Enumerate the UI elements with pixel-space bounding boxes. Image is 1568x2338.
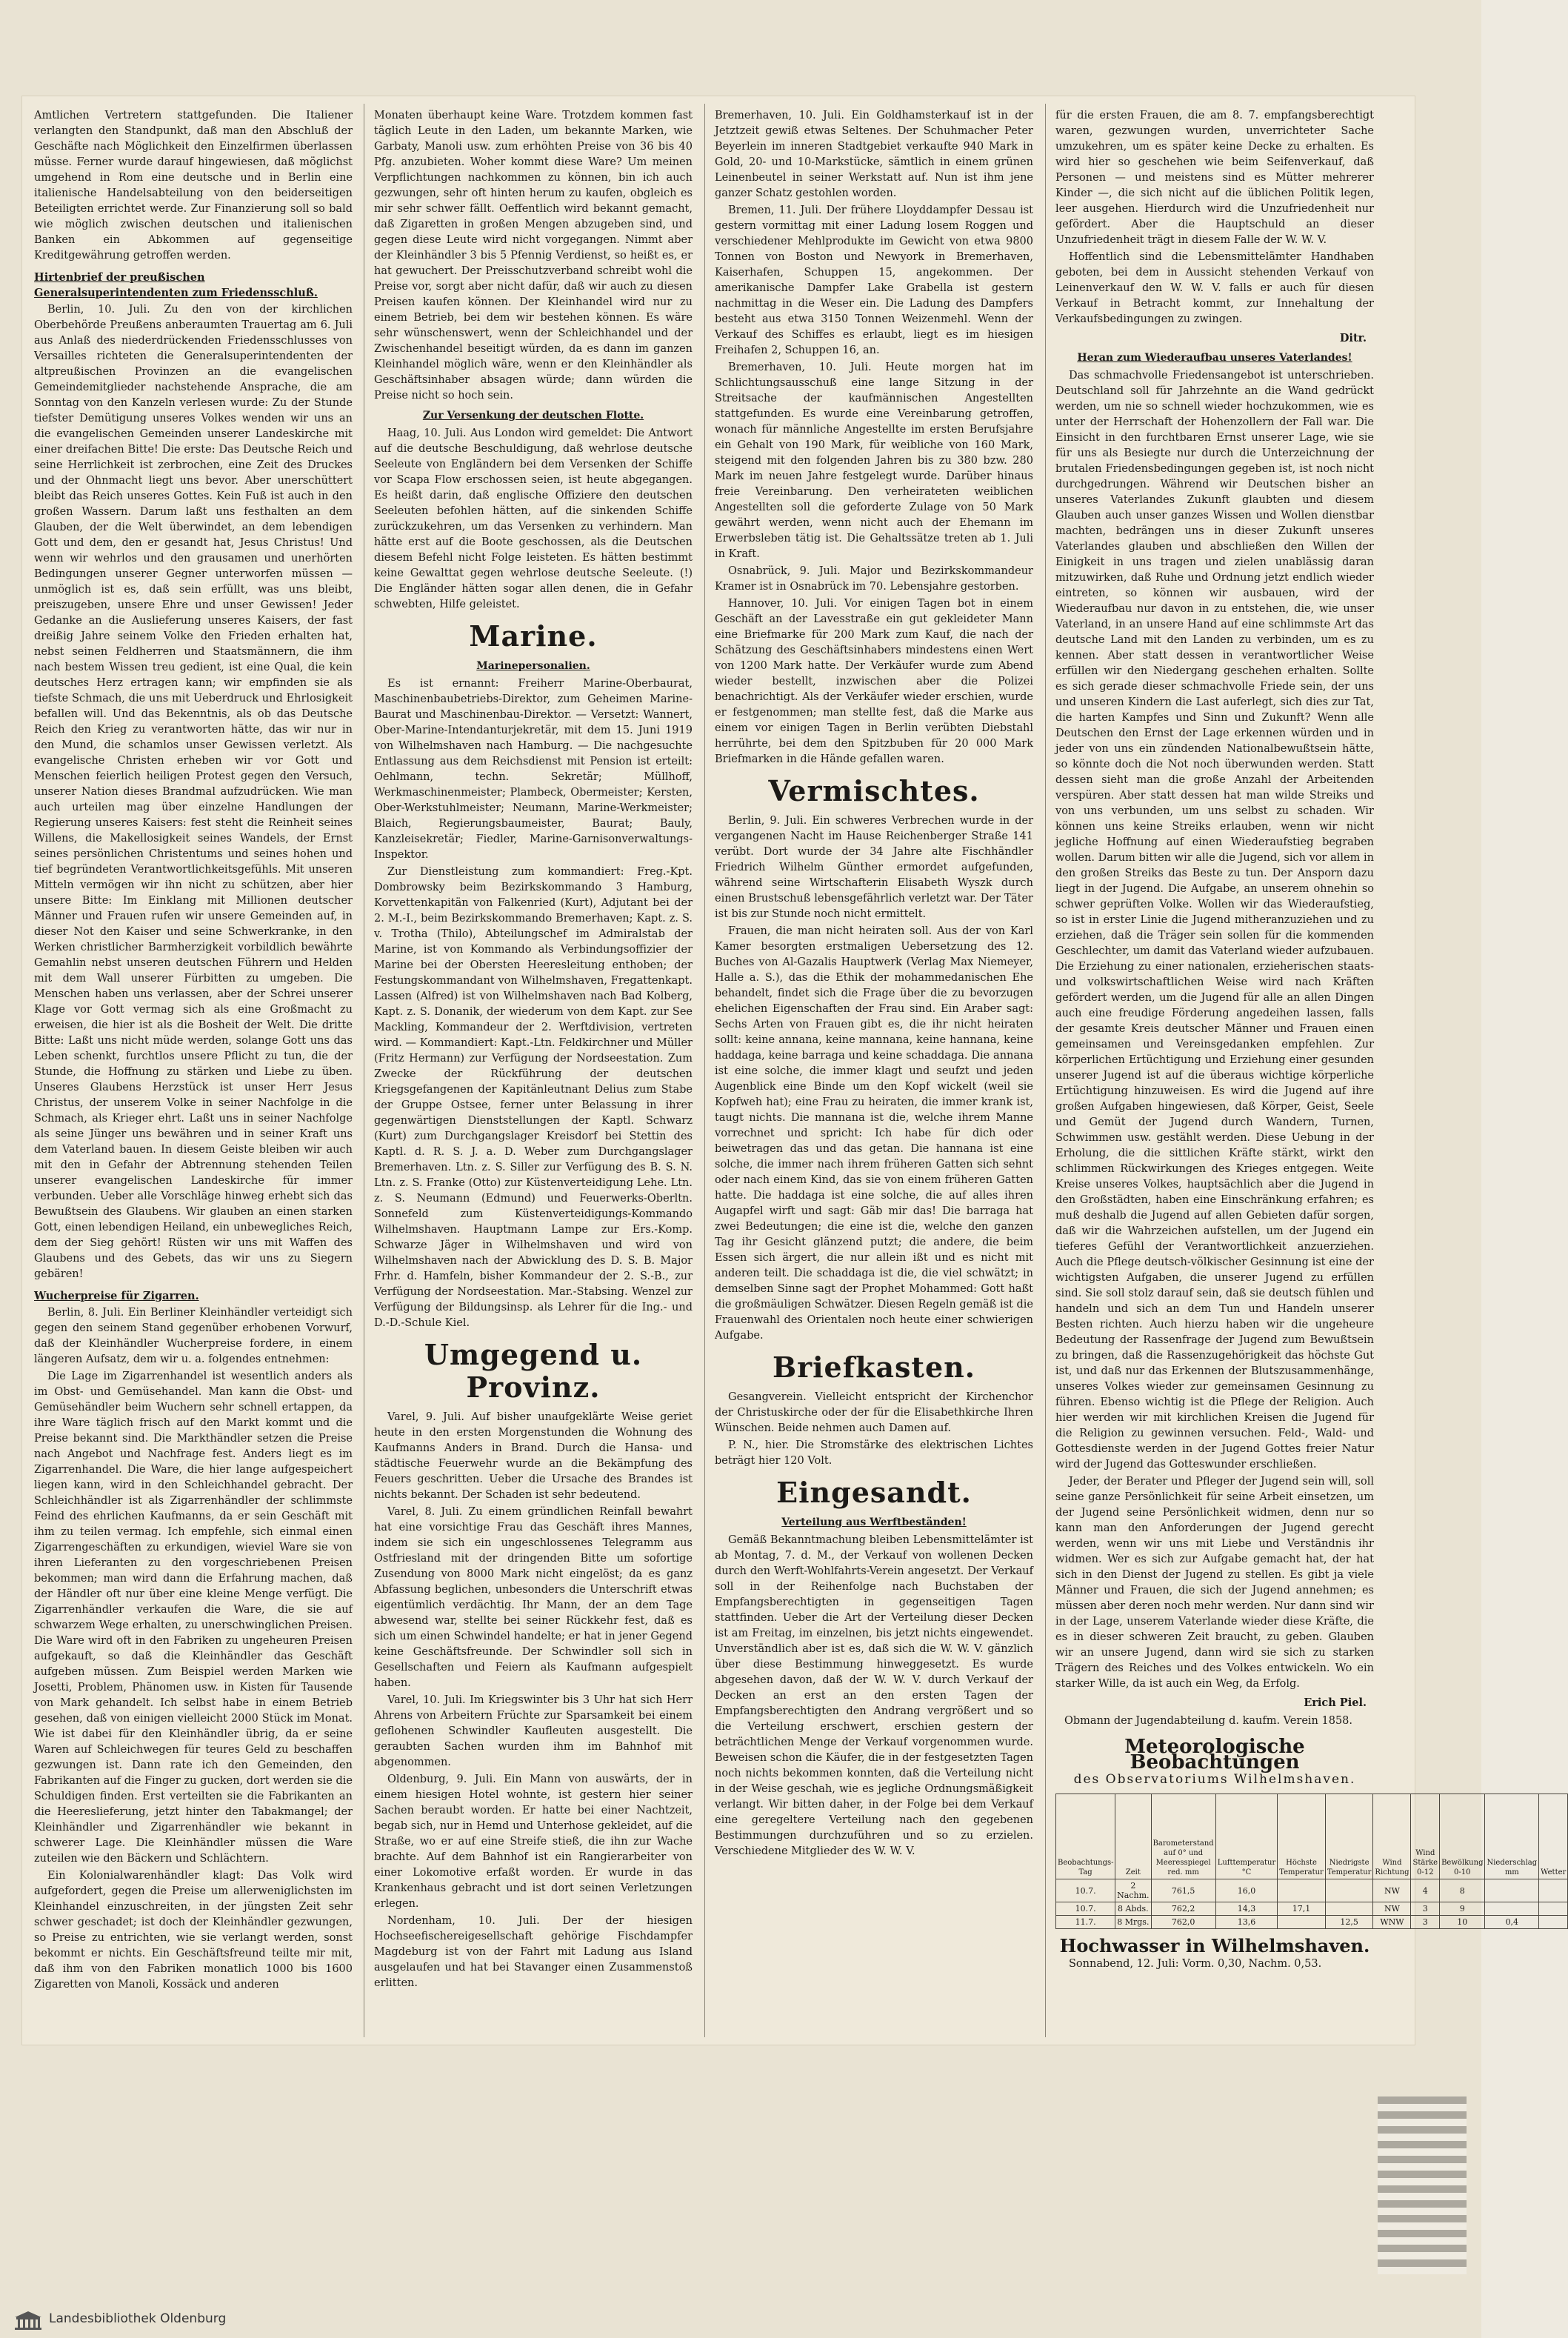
article-heading: Hirtenbrief der preußischen Generalsuperintendenten zum Friedensschluß. bbox=[34, 271, 318, 299]
weather-cell: 8 Mrgs. bbox=[1115, 1916, 1151, 1929]
article-text: Jeder, der Berater und Pfleger der Jugend sein will, soll seine ganze Persönlichkeit für seine Arbeit einsetzen, um der Jugend seine Persönlichkeit widmen, denn nur so kann man den Anforderungen der Jugend gerecht werden, wenn wir uns mit Liebe und Verständnis ihr widmen. Wer es sich zur Aufgabe gemacht hat, der hat sich in den Dienst der Jugend zu stellen. Es gibt ja viele Männer und Frauen, die sich der Jugend annehmen; es müssen aber deren noch mehr werden. Nur dann sind wir in der Lage, unserem Vaterlande wieder diese Kräfte, die es in dieser schweren Zeit braucht, zu geben. Glauben wir an unsere Jugend, dann wird sie sich zu starken Trägern des Reiches und des Volkes entwickeln. Wo ein starker Wille, da ist auch ein Weg, da Erfolg. bbox=[1055, 1476, 1374, 1690]
section-subheading: Verteilung aus Werftbeständen! bbox=[781, 1516, 967, 1528]
article-text: Berlin, 10. Juli. Zu den von der kirchlichen Oberbehörde Preußens anberaumten Trauertag am 6. Juli aus Anlaß des niederdrückenden Friedensschlusses von Versailles richteten die Generalsuperintendenten der altpreußischen Provinzen an die evangelischen Gemeindemitglieder nachstehende Ansprache, die am Sonntag von den Kanzeln verlesen wurde: Zu der Stunde tiefster Demütigung unseres Volkes wenden wir uns an die evangelischen Gemeinden unserer Landeskirche mit einer dreifachen Bitte! Die erste: Das Deutsche Reich und seine Herrlichkeit ist zerbrochen, eine Zeit des Druckes und der Ohnmacht liegt uns bevor. Aber unerschüttert bleibt das Reich unseres Gottes. Kein Fuß ist auch in den großen Wassern. Darum laßt uns festhalten an dem Glauben, der die Welt überwindet, an dem lebendigen Gott und dem, den er gesandt hat, Jesus Christus! Und wenn wir wehrlos und den grausamen und unerhörten Bedingungen unserer Gegner unterworfen müssen — unmöglich ist es, daß sein erfüllt, was uns bleibt, preiszugeben, unsere Ehre und unser Gewissen! Jeder Gedanke an die Auslieferung unseres Kaisers, der fast dreißig Jahre seinem Volke den Frieden erhalten hat, nebst seinen Feldherren und Staatsmännern, die ihm nach bestem Wissen treu gedient, ist eine Qual, die kein deutsches Herz ertragen kann; wir empfinden sie als tiefste Schmach, die uns mit Ueberdruck und Ehrlosigkeit befallen will. Und das Bekenntnis, als ob das Deutsche Reich den Krieg zu verantworten hätte, das wir nur in den Mund, die schamlos unser Gewissen verletzt. Als evangelische Christen erheben wir vor Gott und Menschen feierlich heiligen Protest gegen den Versuch, unserer Nation dieses Brandmal aufzudrücken. Wie man auch urteilen mag über einzelne Handlungen der Regierung unseres Kaisers: fest steht die Reinheit seines Willens, die Makellosigkeit seines Wandels, der Ernst seines persönlichen Christentums und seines hohen und tief begründeten Verantwortlichkeitsgefühls. Mit unseren Mitteln vermögen wir ihn nicht zu schützen, aber hier unsere Bitte: Im Einklang mit Millionen deutscher Männer und Frauen rufen wir unsere Gemeinden auf, in dieser Not den Kaiser und seine Schwerkranke, in den Werken christlicher Barmherzigkeit vorbildlich bewährte Gemahlin nebst unseren deutschen Führern und Helden mit dem Wall unserer Fürbitten zu umgeben. Die Menschen haben uns verlassen, aber der Schrei unserer Klage vor Gott vermag sich als eine Großmacht zu erweisen, die hier ist als die Bosheit der Welt. Die dritte Bitte: Laßt uns nicht müde werden, solange Gott uns das Leben schenkt, furchtlos unsere Pflicht zu tun, die der Stunde, die Hoffnung zu stärken und Liebe zu üben. Unseres Glaubens Herzstück ist unser Herr Jesus Christus, der unserem Volke in seiner Nachfolge in die Schmach, als Krieger ehrt. Laßt uns in seiner Nachfolge als seine Jünger uns bewähren und in seiner Kraft uns dem Vaterland bauen. In diesem Geiste bleiben wir auch mit den in Gefahr der Abtrennung stehenden Teilen unserer evangelischen Landeskirche für immer verbunden. Ueber alle Vorschläge hinweg erhebt sich das Bewußtsein des Glaubens. Wir glauben an einen starken Gott, einen lebendigen Heiland, ein unbewegliches Reich, dem der Sieg gehört! Rüsten wir uns mit Waffen des Glaubens und des Gebets, das wir uns zu Siegern gebären! bbox=[34, 304, 353, 1280]
article-text: P. N., hier. Die Stromstärke des elektrischen Lichtes beträgt hier 120 Volt. bbox=[715, 1439, 1033, 1467]
weather-cell bbox=[1539, 1916, 1568, 1929]
weather-column-header: Niederschlag mm bbox=[1485, 1794, 1539, 1879]
article-signature: Erich Piel. bbox=[1304, 1696, 1367, 1709]
weather-column-header: Wetter bbox=[1539, 1794, 1568, 1879]
weather-cell: 10.7. bbox=[1056, 1902, 1115, 1916]
tide-heading: Hochwasser in Wilhelmshaven. bbox=[1059, 1935, 1370, 1956]
article-heading: Zur Versenkung der deutschen Flotte. bbox=[422, 410, 644, 422]
article-text: Oldenburg, 9. Juli. Ein Mann von auswärts, der in einem hiesigen Hotel wohnte, ist gestern hier seiner Sachen beraubt worden. Er hatte bei einer Nachtzeit, begab sich, nur in Hemd und Unterhose gekleidet, auf die Straße, wo er auf eine Streife stieß, die ihn zur Wache brachte. Auf dem Bahnhof ist ein Rangierarbeiter von einer Lokomotive erfaßt worden. Er wurde in das Krankenhaus gebracht und ist dort seinen Verletzungen erlegen. bbox=[374, 1774, 693, 1910]
article-text: Nordenham, 10. Juli. Der der hiesigen Hochseefischereigesellschaft gehörige Fischdampfer Magdeburg ist von der Fahrt mit Ladung aus Island ausgelaufen und hat bei Stavanger einen Zusammenstoß erlitten. bbox=[374, 1915, 693, 1989]
weather-cell: NW bbox=[1373, 1902, 1411, 1916]
weather-table-body bbox=[1056, 1879, 1568, 1929]
weather-column-header: Lufttemperatur °C bbox=[1215, 1794, 1278, 1879]
weather-column-header: Niedrigste Temperatur bbox=[1325, 1794, 1373, 1879]
article-text: Hannover, 10. Juli. Vor einigen Tagen bot in einem Geschäft an der Lavesstraße ein gut gekleideter Mann eine Briefmarke für 200 Mark zum Kauf, die nach der Schätzung des Geschäftsinhabers mindestens einen Wert von 1200 Mark hatte. Der Verkäufer wurde zum Abend wieder bestellt, inzwischen aber die Polizei benachrichtigt. Als der Verkäufer wieder erschien, wurde er festgenommen; man stellte fest, daß die Marke aus einem vor einigen Tagen in Berlin verübten Diebstahl herrührte, bei dem den Spitzbuben für 20 000 Mark Briefmarken in die Hände gefallen waren. bbox=[715, 598, 1033, 765]
weather-column-header: Wind Richtung bbox=[1373, 1794, 1411, 1879]
column-2 bbox=[374, 108, 693, 2034]
article-text: Gemäß Bekanntmachung bleiben Lebensmittelämter ist ab Montag, 7. d. M., der Verkauf von wollenen Decken durch den Werft-Wohlfahrts-Verein angesetzt. Der Verkauf soll in der Reihenfolge nach Buchstaben der Empfangsberechtigten in gegenseitigen Tagen stattfinden. Ueber die Art der Verteilung dieser Decken ist am Freitag, im einzelnen, bis jetzt nichts eingewendet. Unverständlich aber ist es, daß sich die W. W. V. gänzlich über diese Bestimmung hinweggesetzt. Es wurde abgesehen davon, daß der W. W. V. durch Verkauf der Decken an erst an den ersten Tagen der Empfangsberechtigten den Andrang vergrößert und so die Verteilung erschwert, erschien gestern der beträchtlichen Menge der Verkauf vorgenommen wurde. Beweisen schon die Käufer, die in der festgesetzten Tagen noch nichts bekommen konnten, daß die Verteilung nicht in der Weise geschah, wie es jegliche Ordnungsmäßigkeit verlangt. Wir bitten daher, in der Folge bei dem Verkauf eine geregeltere Verteilung nach den gegebenen Bestimmungen durchzuführen und so zu erzielen. Verschiedene Mitglieder des W. W. V. bbox=[715, 1534, 1033, 1857]
article-signature: Ditr. bbox=[1339, 332, 1367, 344]
weather-cell bbox=[1485, 1902, 1539, 1916]
weather-cell: 14,3 bbox=[1215, 1902, 1278, 1916]
article-text: Monaten überhaupt keine Ware. Trotzdem kommen fast täglich Leute in den Laden, um bekannte Marken, wie Garbaty, Manoli usw. zum erhöhten Preise von 36 bis 40 Pfg. anzubieten. Woher kommt diese Ware? Um meinen Verpflichtungen nachkommen zu können, bin ich auch gezwungen, sehr oft hinten herum zu kaufen, obgleich es mir sehr schwer fällt. Oeffentlich wird bekannt gemacht, daß Zigaretten in großen Mengen abzugeben sind, und gegen diese Leute wird nicht vorgegangen. Nimmt aber der Kleinhändler 3 bis 5 Pfennig Verdienst, so heißt es, er hat gewuchert. Der Preisschutzverband schreibt wohl die Preise vor, sorgt aber nicht dafür, daß wir auch zu diesen Preisen kaufen können. Der Kleinhandel wird nur zu einem Betrieb, bei dem wir bestehen können. Es wäre sehr wünschenswert, wenn der Schleichhandel und der Zwischenhandel beseitigt würden, da es dann im ganzen Kleinhandel möglich wäre, wenn er den Kleinhändler als Geschäftsinhaber absagen würde; dann würden die Preise nicht so hoch sein. bbox=[374, 110, 693, 402]
article-organization: Obmann der Jugendabteilung d. kaufm. Verein 1858. bbox=[1064, 1715, 1353, 1727]
article-text: Das schmachvolle Friedensangebot ist unterschrieben. Deutschland soll für Jahrzehnte an die Wand gedrückt werden, um nie so schnell wieder hochzukommen, wie es unter der Herrschaft der Hohenzollern der Fall war. Die Einsicht in den furchtbaren Ernst unserer Lage, wie sie für uns als Besiegte nur durch die Unterzeichnung der brutalen Friedensbedingungen gegeben ist, ist noch nicht durchgedrungen. Während wir Deutschen bisher an unseres Vaterlandes Zukunft glaubten und diesem Glauben auch unser ganzes Wissen und Wollen dienstbar machten, bedrängen uns in dieser Zukunft unseres Vaterlandes glauben und abschließen den Willen der Einigkeit in uns tragen und zielen unablässig daran mitzuwirken, daß Ruhe und Ordnung jetzt endlich wieder eintreten, so können wir ausbauen, wird der Wiederaufbau nur davon in zu entstehen, die, wie unser Vaterland, in an unsere Hand auf eine schlimmste Art das deutsche Land mit den Landen zu verbinden, um es zu kennen. Aber statt dessen in verantwortlicher Weise erfüllen wir den Niedergang geschehen erhalten. Sollte es sich gerade dieser schmachvolle Friede sein, der uns und unseren Kindern die Last auferlegt, sich dies zur Tat, die harten Kampfes und Sinn und Zukunft? Wenn alle Deutschen den Ernst der Lage erkennen würden und in jeder von uns ein zündenden Nationalbewußtsein hätte, so könnte doch die Not noch überwunden werden. Statt dessen sieht man die große Anzahl der Arbeitenden verspüren. Aber statt dessen hat man wilde Streiks und von uns verbunden, um uns selbst zu schaden. Wir können uns keine Streiks erlauben, wenn wir nicht jegliche Hoffnung auf einen Wiederaufstieg begraben wollen. Darum bitten wir alle die Jugend, sich vor allem in den großen Streiks das Beste zu tun. Der Ansporn dazu liegt in der Jugend. Die Aufgabe, an unserem ohnehin so schwer geprüften Volke. Wollen wir das Wiederaufstieg, so ist in erster Linie die Jugend mitheranzuziehen und zu erziehen, daß die Träger sein sollen für die kommenden Geschlechter, um damit das Vaterland wieder aufzubauen. Die Erziehung zu einer nationalen, erzieherischen staats- und volkswirtschaftlichen Weise wird nach Kräften gefördert werden, um die Jugend für alle an allen Dingen auch eine freudige Förderung angedeihen lassen, falls der gesamte Kreis deutscher Männer und Frauen einen gemeinsamen und Vereinsgedanken empfehlen. Zur körperlichen Ertüchtigung und Erziehung einer gesunden unserer Jugend ist auf die überaus wichtige körperliche Ertüchtigung hinzuweisen. Es wird die Jugend auf ihre großen Aufgaben hingewiesen, daß Körper, Geist, Seele und Gemüt der Jugend durch Wandern, Turnen, Schwimmen usw. gestählt werden. Diese Uebung in der Erholung, die die sittlichen Kräfte stärkt, wirkt den schlimmen Rückwirkungen des Krieges entgegen. Weite Kreise unseres Volkes, hauptsächlich aber die Jugend in den Großstädten, haben eine Einschränkung erfahren; es muß deshalb die Jugend auf allen Gebieten dafür sorgen, daß wir die Wahrzeichen aufstellen, um der Jugend ein tieferes Gefühl der Verantwortlichkeit anzuerziehen. Auch die Pflege deutsch-völkischer Gesinnung ist eine der wichtigsten Aufgaben, die unserer Jugend zu erfüllen sind. Sie soll stolz darauf sein, daß sie deutsch fühlen und handeln und sich an dem Tun und Handeln unserer Besten richten. Auch hierzu haben wir die ungeheure Bedeutung der Rassenfrage der Jugend zum Bewußtsein zu bringen, daß die Rassenzugehörigkeit das höchste Gut ist, und daß nur das Erkennen der Blutszusammenhänge, unseres Volkes wieder zur gemeinsamen Gesinnung zu führen. Ebenso wichtig ist die Pflege der Religion. Auch hier werden wir mit kirchlichen Kreisen die Jugend für die Religion zu gewinnen versuchen. Feld-, Wald- und Gottesdienste werden in der Jugend Gottes freier Natur wird der Jugend das Gotteswunder erschließen. bbox=[1055, 370, 1374, 1471]
section-heading-marine: Marine. bbox=[469, 619, 598, 653]
footer-bar bbox=[0, 2304, 1481, 2338]
column-divider bbox=[704, 104, 705, 2037]
weather-row bbox=[1056, 1902, 1568, 1916]
weather-cell bbox=[1325, 1879, 1373, 1902]
article-text: Haag, 10. Juli. Aus London wird gemeldet: Die Antwort auf die deutsche Beschuldigung, daß wehrlose deutsche Seeleute von Engländern bei dem Versenken der Schiffe vor Scapa Flow erschossen seien, ist heute abgegangen. Es heißt darin, daß englische Offiziere den deutschen Seeleuten befohlen hätten, auf die sinkenden Schiffe zurückzukehren, um das Versenken zu verhindern. Man hätte erst auf die Boote geschossen, als die Deutschen diesem Befehl nicht Folge leisteten. Es hätten bestimmt keine Gewalttat gegen wehrlose deutsche Seeleute. (!) Die Engländer hätten sogar allen denen, die in Gefahr schwebten, Hilfe geleistet. bbox=[374, 427, 693, 610]
weather-cell: WNW bbox=[1373, 1916, 1411, 1929]
library-building-icon bbox=[13, 2310, 43, 2331]
weather-cell: 2 Nachm. bbox=[1115, 1879, 1151, 1902]
weather-cell: 762,2 bbox=[1151, 1902, 1215, 1916]
article-text: Die Lage im Zigarrenhandel ist wesentlich anders als im Obst- und Gemüsehandel. Man kann die Obst- und Gemüsehändler beim Wuchern sehr schnell ertappen, da ihre Ware täglich frisch auf den Markt kommt und die Preise bekannt sind. Die Markthändler setzen die Preise nach Angebot und Nachfrage fest. Anders liegt es im Zigarrenhandel. Die Ware, die hier lange aufgespeichert liegen kann, wird in den Schleichhandel gebracht. Der Schleichhändler ist als Zigarrenhändler der schlimmste Feind des ehrlichen Kaufmanns, da er sein Geschäft mit ihm zu teilen vermag. Ich empfehle, sich einmal einen Zigarrengeschäften zu erkundigen, wieviel Ware sie von ihren Lieferanten zu den vorgeschriebenen Preisen bekommen; man wird dann die Erfahrung machen, daß der Händler oft nur über eine kleine Menge verfügt. Die Zigarrenhändler verkaufen die Ware, die sie auf schwarzem Wege erhalten, zu unerschwinglichen Preisen. Die Ware wird oft in den Fabriken zu ungeheuren Preisen aufgekauft, so daß die Kleinhändler das Geschäft aufgeben müssen. Zum Beispiel werden Marken wie Josetti, Problem, Phänomen usw. in Kisten für Tausende von Mark gehandelt. Ich selbst habe in einem Betrieb gesehen, daß von einigen vielleicht 2000 Stück im Monat. Wie ist dabei für den Kleinhändler übrig, da er seine Waren auf Schleichwegen für teures Geld zu beschaffen gezwungen ist. Dann rate ich den Gemeinden, den Fabrikanten auf die Finger zu gucken, dort werden sie die Schuldigen finden. Erst verteilten sie die Fabrikanten an die Heereslieferung, jetzt hinter den Tabakmangel; der Kleinhändler und Zigarrenhändler wie bekannt in schwerer Lage. Die Kleinhändler müssen die Ware zuteilen wie den Bäckern und Schlächtern. bbox=[34, 1371, 353, 1865]
weather-cell: 13,6 bbox=[1215, 1916, 1278, 1929]
newspaper-page bbox=[22, 96, 1567, 2045]
section-heading-region: Umgegend u. Provinz. bbox=[424, 1338, 643, 1404]
article-text: Bremerhaven, 10. Juli. Ein Goldhamsterkauf ist in der Jetztzeit gewiß etwas Seltenes. Der Schuhmacher Peter Beyerlein im inneren Stadtgebiet verkaufte 940 Mark in Gold, 20- und 10-Markstücke, sämtlich in einem grünen Leinenbeutel in seiner Werkstatt auf. Nun ist ihm jene ganzer Schatz gestohlen worden. bbox=[715, 110, 1033, 199]
column-3 bbox=[715, 108, 1033, 2034]
article-text: Bremerhaven, 10. Juli. Heute morgen hat im Schlichtungsausschuß eine lange Sitzung in der Streitsache der kaufmännischen Angestellten stattgefunden. Es wurde eine Vereinbarung getroffen, wonach für männliche Angestellte im ersten Berufsjahre ein Gehalt von 190 Mark, für weibliche von 160 Mark, steigend mit den folgenden Jahren bis zu 380 bzw. 280 Mark im neuen Jahre festgelegt wurde. Darüber hinaus freie Vereinbarung. Den verheirateten weiblichen Angestellten soll die geforderte Zulage von 50 Mark gewährt werden, wenn nicht auch der Ehemann im Erwerbsleben tätig ist. Die Gehaltssätze treten ab 1. Juli in Kraft. bbox=[715, 362, 1033, 560]
weather-cell: 761,5 bbox=[1151, 1879, 1215, 1902]
tide-times: Sonnabend, 12. Juli: Vorm. 0,30, Nachm. 0,53. bbox=[1069, 1958, 1322, 1970]
article-text: Amtlichen Vertretern stattgefunden. Die Italiener verlangten den Standpunkt, daß man den Abschluß der Geschäfte nach Möglichkeit den Einzelfirmen überlassen müsse. Ferner wurde darauf hingewiesen, daß möglichst umgehend in Rom eine deutsche und in Berlin eine italienische Handelsabteilung von den beiderseitigen Beteiligten errichtet werde. Zur Finanzierung soll so bald wie möglich zwischen deutschen und italienischen Banken ein Abkommen auf gegenseitige Kreditgewährung getroffen werden. bbox=[34, 110, 353, 262]
section-heading-misc: Vermischtes. bbox=[768, 774, 980, 807]
weather-subheading: des Observatoriums Wilhelmshaven. bbox=[1073, 1772, 1356, 1787]
article-text: Gesangverein. Vielleicht entspricht der Kirchenchor der Christuskirche oder der für die Elisabethkirche Ihren Wünschen. Beide nehmen auch Damen auf. bbox=[715, 1391, 1033, 1434]
weather-cell: 11.7. bbox=[1056, 1916, 1115, 1929]
weather-cell: 17,1 bbox=[1278, 1902, 1326, 1916]
weather-table-header bbox=[1056, 1794, 1568, 1879]
weather-heading: Meteorologische Beobachtungen bbox=[1124, 1736, 1305, 1774]
article-text: Berlin, 8. Juli. Ein Berliner Kleinhändler verteidigt sich gegen den seinem Stand gegenüber erhobenen Vorwurf, daß der Kleinhändler Wucherpreise fordere, in einem längeren Aufsatz, dem wir u. a. folgendes entnehmen: bbox=[34, 1307, 353, 1365]
article-heading: Wucherpreise für Zigarren. bbox=[34, 1290, 199, 1302]
weather-cell: 8 Abds. bbox=[1115, 1902, 1151, 1916]
weather-column-header: Höchste Temperatur bbox=[1278, 1794, 1326, 1879]
weather-cell: 10.7. bbox=[1056, 1879, 1115, 1902]
weather-cell: 762,0 bbox=[1151, 1916, 1215, 1929]
weather-column-header: Wind Stärke 0-12 bbox=[1411, 1794, 1440, 1879]
color-calibration-strip bbox=[1378, 2096, 1467, 2274]
article-heading: Heran zum Wiederaufbau unseres Vaterlandes! bbox=[1077, 352, 1352, 364]
article-text: Varel, 9. Juli. Auf bisher unaufgeklärte Weise geriet heute in den ersten Morgenstunden die Wohnung des Kaufmanns Anders in Brand. Durch die Hansa- und städtische Feuerwehr wurde an die Bekämpfung des Feuers geschritten. Ueber die Ursache des Brandes ist nichts bekannt. Der Schaden ist sehr bedeutend. bbox=[374, 1411, 693, 1501]
weather-cell bbox=[1278, 1916, 1326, 1929]
column-4 bbox=[1055, 108, 1567, 2034]
weather-cell: 10 bbox=[1440, 1916, 1485, 1929]
weather-cell: 12,5 bbox=[1325, 1916, 1373, 1929]
weather-cell: 4 bbox=[1411, 1879, 1440, 1902]
weather-column-header: Bewölkung 0-10 bbox=[1440, 1794, 1485, 1879]
article-text: Varel, 10. Juli. Im Kriegswinter bis 3 Uhr hat sich Herr Ahrens von Arbeitern Früchte zur Sparsamkeit bei einem geflohenen Schwindler Kaufleuten ausgestellt. Die geraubten Sachen wurden ihm im Bahnhof mit abgenommen. bbox=[374, 1694, 693, 1768]
weather-column-header: Zeit bbox=[1115, 1794, 1151, 1879]
weather-cell: 3 bbox=[1411, 1902, 1440, 1916]
weather-cell bbox=[1278, 1879, 1326, 1902]
weather-column-header: Barometerstand auf 0° und Meeresspiegel red. mm bbox=[1151, 1794, 1215, 1879]
article-text: Zur Dienstleistung zum kommandiert: Freg.-Kpt. Dombrowsky beim Bezirkskommando 3 Hamburg, Korvettenkapitän von Falkenried (Kurt), Adjutant bei der 2. M.-I., beim Bezirkskommando Bremerhaven; Kapt. z. S. v. Trotha (Thilo), Abteilungschef im Admiralstab der Marine, ist von Kommando als Verbindungsoffizier der Marine bei der Obersten Heeresleitung enthoben; der Festungskommandant von Wilhelmshaven, Fregattenkapt. Lassen (Alfred) ist von Wilhelmshaven nach Bad Kolberg, Kapt. z. S. Donanik, der wiederum von dem Kapt. zur See Mackling, Kommandeur der 2. Werftdivision, vertreten wird. — Kommandiert: Kapt.-Ltn. Feldkirchner und Müller (Fritz Hermann) zur Verfügung der Nordseestation. Zum Zwecke der Rückführung der deutschen Kriegsgefangenen der Kapitänleutnant Delius zum Stabe der Gruppe Ostsee, ferner unter Belassung in ihrer gegenwärtigen Dienststellungen der Kaptl. Schwarz (Kurt) zum Durchgangslager Kreisdorf bei Stettin des Kaptl. d. R. S. J. a. D. Weber zum Durchgangslager Bremerhaven. Ltn. z. S. Siller zur Verfügung des B. S. N. Ltn. z. S. Franke (Otto) zur Küstenverteidigung Lehe. Ltn. z. S. Neumann (Edmund) und Feuerwerks-Oberltn. Sonnefeld zum Küstenverteidigungs-Kommando Wilhelmshaven. Hauptmann Lampe zur Ers.-Komp. Schwarze Jäger in Wilhelmshaven und wird von Wilhelmshaven nach der Abwicklung des D. S. B. Major Frhr. d. Hamfeln, bisher Kommandeur der 2. S.-B., zur Verfügung der Nordseestation. Mar.-Stabsing. Wenzel zur Verfügung der Bildungsinsp. als Lehrer für die Ing.- und D.-D.-Schule Kiel. bbox=[374, 866, 693, 1329]
weather-cell bbox=[1539, 1879, 1568, 1902]
weather-cell: 0,4 bbox=[1485, 1916, 1539, 1929]
article-text: Frauen, die man nicht heiraten soll. Aus der von Karl Kamer besorgten erstmaligen Uebersetzung des 12. Buches von Al-Gazalis Hauptwerk (Verlag Max Niemeyer, Halle a. S.), das die Ethik der mohammedanischen Ehe behandelt, findet sich die Frage über die zu bevorzugen ehelichen Eigenschaften der Frau sind. Ein Araber sagt: Sechs Arten von Frauen gibt es, die ihr nicht heiraten sollt: keine annana, keine mannana, keine hannana, keine haddaga, keine barraga und keine schaddaga. Die annana ist eine solche, die immer klagt und seufzt und jeden Augenblick eine Binde um den Kopf wickelt (weil sie Kopfweh hat); eine Frau zu heiraten, die immer krank ist, taugt nichts. Die mannana ist die, welche ihrem Manne vorrechnet und spricht: Ich habe für dich oder beiwetragen das und das getan. Die hannana ist eine solche, die immer nach ihrem früheren Gatten sich sehnt oder nach einem Kind, das sie von einem früheren Gatten hatte. Die haddaga ist eine solche, die auf alles ihren Augapfel wirft und sagt: Gäb mir das! Die barraga hat zwei Bedeutungen; die eine ist die, welche den ganzen Tag ihr Gesicht glänzend putzt; die andere, die beim Essen sich ärgert, die nur allein ißt und es nicht mit anderen teilt. Die schaddaga ist die, die viel schwätzt; in demselben Sinne sagt der Prophet Mohammed: Gott haßt die großmäuligen Schwätzer. Diesen Regeln gemäß ist die Frauenwahl des Orientalen noch heute einer schwierigen Aufgabe. bbox=[715, 925, 1033, 1342]
weather-cell bbox=[1325, 1902, 1373, 1916]
section-heading-submitted: Eingesandt. bbox=[776, 1476, 972, 1509]
column-divider bbox=[1045, 104, 1046, 2037]
section-heading-letters: Briefkasten. bbox=[772, 1350, 976, 1384]
weather-cell: 9 bbox=[1440, 1902, 1485, 1916]
weather-row bbox=[1056, 1916, 1568, 1929]
weather-cell: NW bbox=[1373, 1879, 1411, 1902]
article-text: Osnabrück, 9. Juli. Major und Bezirkskommandeur Kramer ist in Osnabrück im 70. Lebensjahre gestorben. bbox=[715, 565, 1033, 593]
article-text: Es ist ernannt: Freiherr Marine-Oberbaurat, Maschinenbaubetriebs-Direktor, zum Geheimen Marine-Baurat und Maschinenbau-Direktor. — Versetzt: Wannert, Ober-Marine-Intendanturjekretär, mit dem 15. Juni 1919 von Wilhelmshaven nach Hamburg. — Die nachgesuchte Entlassung aus dem Reichsdienst mit Pension ist erteilt: Oehlmann, techn. Sekretär; Müllhoff, Werkmaschinenmeister; Plambeck, Obermeister; Kersten, Ober-Werkstuhlmeister; Neumann, Marine-Werkmeister; Blaich, Regierungsbaumeister, Baurat; Bauly, Kanzleisekretär; Fiedler, Marine-Garnisonverwaltungs-Inspektor. bbox=[374, 678, 693, 861]
weather-cell bbox=[1539, 1902, 1568, 1916]
weather-cell: 8 bbox=[1440, 1879, 1485, 1902]
article-text: für die ersten Frauen, die am 8. 7. empfangsberechtigt waren, gezwungen wurden, unverrichteter Sache umzukehren, um es später keine Decke zu erhalten. Es wird hier so geschehen wie beim Seifenverkauf, daß Personen — und meistens sind es Mütter mehrerer Kinder —, die sich nicht auf die üblichen Politik legen, leer ausgehen. Hierdurch wird die Unzufriedenheit nur gefördert. Aber die Hauptschuld an dieser Unzufriedenheit trägt in diesem Falle der W. W. V. bbox=[1055, 110, 1374, 246]
article-text: Varel, 8. Juli. Zu einem gründlichen Reinfall bewahrt hat eine vorsichtige Frau das Geschäft ihres Mannes, indem sie sich ein ungeschlossenes Telegramm aus Ostfriesland mit der dringenden Bitte um sofortige Zusendung von 8000 Mark nicht eingelöst; da es ganz Abfassung beglichen, unbesonders die Unterschrift etwas eigentümlich verdächtig. Ihr Mann, der an dem Tage abwesend war, stellte bei seiner Rückkehr fest, daß es sich um einen Schwindel handelte; er hat in jener Gegend keine Geschäftsfreunde. Der Schwindler soll sich in Gesellschaften und Feiern als Kaufmann aufgespielt haben. bbox=[374, 1506, 693, 1689]
weather-table bbox=[1055, 1794, 1568, 1929]
article-text: Berlin, 9. Juli. Ein schweres Verbrechen wurde in der vergangenen Nacht im Hause Reichenberger Straße 141 verübt. Dort wurde der 34 Jahre alte Fischhändler Friedrich Wilhelm Günther ermordet aufgefunden, während seine Wirtschafterin Elisabeth Wyszk durch einen Brustschuß lebensgefährlich verletzt war. Der Täter ist bis zur Stunde noch nicht ermittelt. bbox=[715, 815, 1033, 920]
article-text: Bremen, 11. Juli. Der frühere Lloyddampfer Dessau ist gestern vormittag mit einer Ladung losem Roggen und verschiedener Mehlprodukte im Gewicht von etwa 9800 Tonnen von Boston und Newyork in Bremerhaven, Kaiserhafen, Schuppen 15, angekommen. Der amerikanische Dampfer Lake Grabella ist gestern nachmittag in die Weser ein. Die Ladung des Dampfers besteht aus etwa 3150 Tonnen Weizenmehl. Wenn der Verkauf des Schiffes es erlaubt, liegt es im hiesigen Freihafen 2, Schuppen 16, an. bbox=[715, 204, 1033, 356]
article-text: Ein Kolonialwarenhändler klagt: Das Volk wird aufgefordert, gegen die Preise um allerweniglichsten im Kleinhandel einzuschreiten, in der jüngsten Zeit sehr schwer geschadet; ist doch der Kleinhändler gezwungen, so Preise zu entrichten, wie sie verlangt werden, sonst bekommt er nichts. Ein Geschäftsfreund teilte mir mit, daß ihm von den Fabriken monatlich 1000 bis 1600 Zigaretten von Manoli, Kossäck und anderen bbox=[34, 1870, 353, 1991]
column-1 bbox=[34, 108, 353, 2034]
library-name: Landesbibliothek Oldenburg bbox=[49, 2311, 227, 2326]
section-subheading: Marinepersonalien. bbox=[476, 660, 590, 672]
weather-cell bbox=[1485, 1879, 1539, 1902]
article-text: Hoffentlich sind die Lebensmittelämter Handhaben geboten, bei dem in Aussicht stehenden Verkauf von Leinenverkauf den W. W. V. falls er auch für diesen Verkauf in Betracht kommt, zur Innehaltung der Verkaufsbedingungen zu zwingen. bbox=[1055, 251, 1374, 325]
weather-column-header: Beobachtungs-Tag bbox=[1056, 1794, 1115, 1879]
weather-row bbox=[1056, 1879, 1568, 1902]
weather-cell: 16,0 bbox=[1215, 1879, 1278, 1902]
weather-cell: 3 bbox=[1411, 1916, 1440, 1929]
